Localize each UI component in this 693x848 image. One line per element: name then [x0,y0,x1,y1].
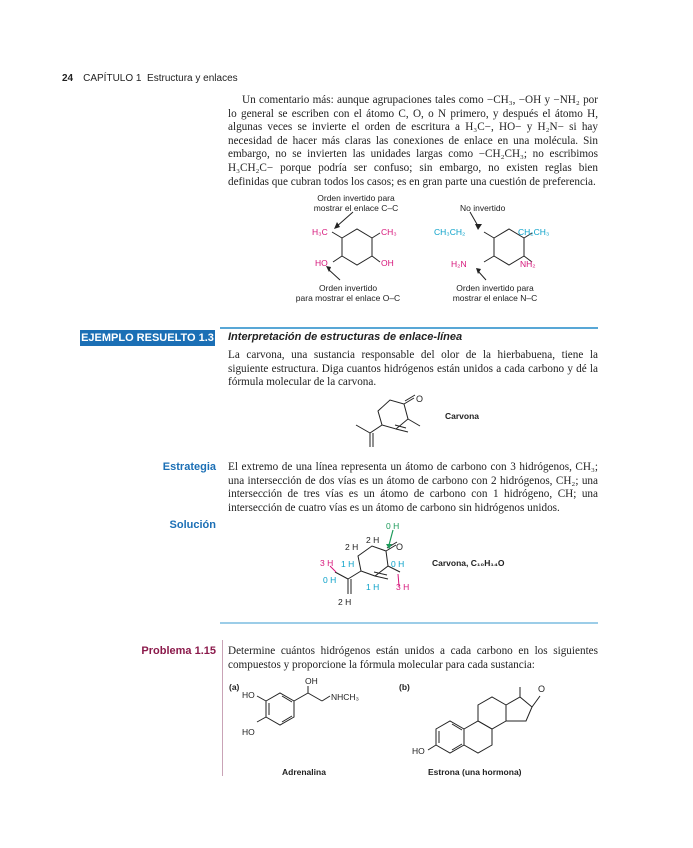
sol-h3-left: 3 H [320,558,334,568]
mol1-h3c: H₃C [312,227,328,237]
example-badge: EJEMPLO RESUELTO 1.3 [81,332,214,344]
fig1-label-bottom-left-line2: para mostrar el enlace O–C [295,293,401,303]
example-body: La carvona, una sustancia responsable del olor de la hierbabuena, tiene la siguiente estructura. Diga cuantos hidrógenos están unidos a cada carbono y dé la fórmula molecular de la carvona. [228,349,598,389]
adrenaline-ho-top: HO [242,690,255,700]
intro-paragraph: Un comentario más: aunque agrupaciones tales como −CH₃, −OH y −NH₂ por lo general se escriben con el átomo C, O, o N primero, y después el átomo H, algunas veces se invierte el orden de escritura a H₃C−, HO− y H₂N− si hay necesidad de hacer más claras las conexiones de enlace en una molécula. Sin embargo, no se invierten las unidades largas como −CH₂CH₃; no escribimos H₃CH₂C− porque podría ser confuso; sin embargo, no existen reglas bien definidas que cubran todos los casos; es en gran parte una cuestión de preferencia. [228,94,598,188]
strategy-text: El extremo de una línea representa un átomo de carbono con 3 hidrógenos, CH₃; una intersección de dos vías es un átomo de carbono con 2 hidrógenos, CH₂; una intersección de tres vías es un átomo de carbono con 1 hidrógeno, CH; una intersección de cuatro vías es un átomo de carbono sin hidrógenos unidos. [228,461,598,514]
sol-o: O [396,542,404,552]
carvone-o: O [416,394,424,404]
problem-a-tag: (a) [229,682,240,692]
problem-label: Problema 1.15 [141,645,216,657]
estrone-o: O [538,684,546,694]
sol-h3-right: 3 H [396,582,410,592]
sol-h1-left: 1 H [341,559,355,569]
sol-h1-bottom: 1 H [366,582,380,592]
mol2-nh2: NH₂ [520,259,536,269]
fig1-label-bottom-right-line1: Orden invertido para [456,283,534,293]
sol-h0-right: 0 H [391,559,405,569]
page-number: 24 [62,73,74,84]
example-title: Interpretación de estructuras de enlace-línea [228,331,463,343]
mol2-ch2ch3: CH₂CH₃ [518,227,550,237]
chapter-label: CAPÍTULO 1 [83,73,142,84]
mol2-ch3ch2: CH₃CH₂ [434,227,466,237]
fig1-label-top-right: No invertido [460,203,506,213]
adrenaline-nhch3: NHCH₃ [331,692,360,702]
sol-h0-left: 0 H [323,575,337,585]
problem-b-tag: (b) [399,682,410,692]
fig1-label-bottom-left-line1: Orden invertido [318,283,378,293]
adrenaline-ho-bottom: HO [242,727,255,737]
problem-text: Determine cuántos hidrógenos están unidos a cada carbono en los siguientes compuestos y proporcione la fórmula molecular para cada sustancia: [228,645,598,671]
mol1-ho: HO [315,258,328,268]
adrenaline-name: Adrenalina [282,767,326,777]
sol-h2-top: 2 H [366,535,380,545]
mol1-ch3: CH₃ [381,227,397,237]
chapter-title: Estructura y enlaces [147,73,238,84]
fig1-label-top-left-line1: Orden invertido para [317,193,395,203]
fig1-label-bottom-right-line2: mostrar el enlace N–C [452,293,538,303]
mol1-oh: OH [381,258,394,268]
estrone-name: Estrona (una hormona) [428,767,522,777]
estrone-ho: HO [412,746,425,756]
carvone-label: Carvona [445,411,480,421]
solution-formula: Carvona, C₁₀H₁₄O [432,558,505,568]
adrenaline-oh: OH [305,676,318,686]
sol-top-0h: 0 H [386,521,400,531]
strategy-label: Estrategia [162,461,216,473]
solution-label: Solución [169,519,216,531]
fig1-label-top-left-line2: mostrar el enlace C–C [313,203,399,213]
sol-h2-bottom: 2 H [338,597,352,607]
sol-h2-left: 2 H [345,542,359,552]
mol2-h2n: H₂N [451,259,467,269]
